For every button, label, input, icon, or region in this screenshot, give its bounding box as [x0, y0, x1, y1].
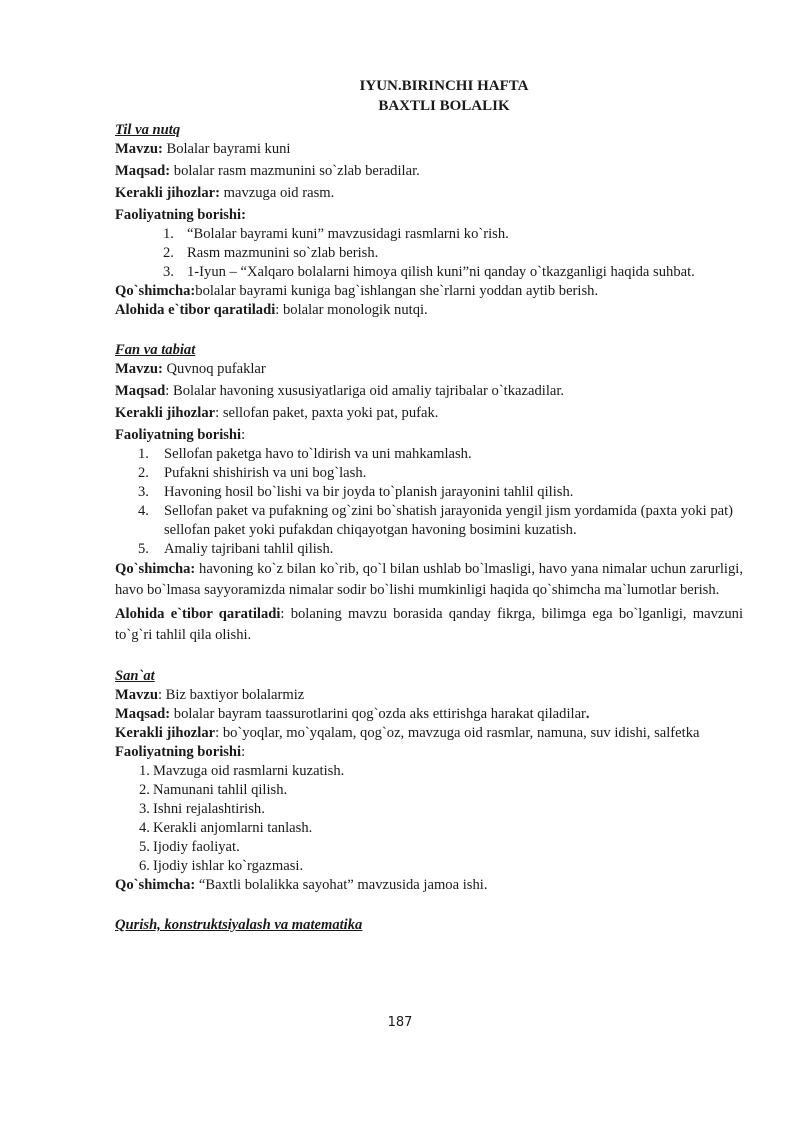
section-fan-va-tabiat: [115, 341, 743, 646]
qoshimcha-text: bolalar bayrami kuniga bag`ishlangan she`rlarni yoddan aytib berish.: [195, 283, 599, 299]
list-item: [163, 225, 743, 244]
borishi-line: [115, 206, 743, 225]
steps-list: [115, 445, 743, 559]
mavzu-line: [115, 686, 743, 705]
jihozlar-line: [115, 184, 743, 203]
list-item-number: 1.: [139, 763, 150, 779]
list-item: [138, 445, 743, 464]
list-item: [139, 819, 743, 838]
alohida-text: : bolalar monologik nutqi.: [275, 302, 428, 318]
section-heading: Til va nutq: [115, 122, 181, 138]
section-heading: Qurish, konstruktsiyalash va matematika: [115, 917, 363, 933]
maqsad-label: Maqsad: [115, 383, 166, 399]
list-item: [163, 263, 743, 282]
qoshimcha-line: [115, 282, 743, 301]
borishi-colon: :: [241, 427, 246, 443]
list-item: [139, 838, 743, 857]
list-item: [163, 244, 743, 263]
borishi-line: [115, 743, 743, 762]
qoshimcha-line: [115, 559, 743, 601]
section-qurish: [115, 916, 743, 935]
list-item-number: 1.: [138, 446, 149, 462]
maqsad-line: [115, 382, 743, 401]
list-item-text: Ishni rejalashtirish.: [153, 801, 265, 817]
jihozlar-line: [115, 404, 743, 423]
jihozlar-line: [115, 724, 743, 743]
qoshimcha-text: “Baxtli bolalikka sayohat” mavzusida jamoa ishi.: [195, 877, 488, 893]
section-heading: San`at: [115, 668, 155, 684]
mavzu-line: [115, 360, 743, 379]
list-item-number: 3.: [163, 264, 174, 280]
list-item: [139, 857, 743, 876]
list-item-number: 2.: [163, 245, 174, 261]
list-item-text: Kerakli anjomlarni tanlash.: [153, 820, 313, 836]
list-item: [139, 762, 743, 781]
list-item-text: Sellofan paket va pufakning og`zini bo`shatish jarayonida yengil jism yordamida (paxta yoki pat) sellofan paket yoki pufakdan chiqayotgan havoning bosimini kuzatish.: [164, 503, 734, 538]
list-item-text: “Bolalar bayrami kuni” mavzusidagi rasmlarni ko`rish.: [187, 226, 509, 242]
alohida-line: [115, 301, 743, 320]
list-item-number: 4.: [138, 503, 149, 519]
jihozlar-text: : bo`yoqlar, mo`yqalam, qog`oz, mavzuga oid rasmlar, namuna, suv idishi, salfetka: [215, 725, 700, 741]
qoshimcha-label: Qo`shimcha:: [115, 877, 196, 893]
list-item-text: Ijodiy ishlar ko`rgazmasi.: [153, 858, 304, 874]
qoshimcha-label: Qo`shimcha:: [115, 561, 196, 577]
list-item-number: 5.: [139, 839, 150, 855]
list-item: [139, 781, 743, 800]
mavzu-text: Quvnoq pufaklar: [162, 361, 266, 377]
steps-list: [115, 762, 743, 876]
list-item: [138, 540, 743, 559]
section-sanat: [115, 667, 743, 895]
list-item-text: Rasm mazmunini so`zlab berish.: [187, 245, 379, 261]
borishi-label: Faoliyatning borishi:: [115, 207, 246, 223]
jihozlar-label: Kerakli jihozlar: [115, 405, 216, 421]
list-item-number: 4.: [139, 820, 150, 836]
list-item-number: 2.: [139, 782, 150, 798]
list-item-text: Sellofan paketga havo to`ldirish va uni mahkamlash.: [164, 446, 472, 462]
qoshimcha-text: havoning ko`z bilan ko`rib, qo`l bilan ushlab bo`lmasligi, havo yana nimalar uchun zarurligi, havo bo`lmasa sayyoramizda nimalar sodir bo`lishi mumkinligi haqida qo`shimcha ma`lumotlar berish.: [115, 561, 743, 598]
qoshimcha-label: Qo`shimcha:: [115, 283, 196, 299]
list-item-number: 6.: [139, 858, 150, 874]
mavzu-label: Mavzu: [115, 687, 158, 703]
mavzu-label: Mavzu:: [115, 361, 163, 377]
maqsad-label: Maqsad:: [115, 706, 171, 722]
borishi-colon: :: [241, 744, 246, 760]
jihozlar-label: Kerakli jihozlar: [115, 725, 216, 741]
list-item-number: 3.: [139, 801, 150, 817]
list-item-text: 1-Iyun – “Xalqaro bolalarni himoya qilish kuni”ni qanday o`tkazganligi haqida suhbat.: [187, 264, 695, 280]
list-item-text: Havoning hosil bo`lishi va bir joyda to`planish jarayonini tahlil qilish.: [164, 484, 574, 500]
list-item: [138, 483, 743, 502]
document-page: [115, 76, 743, 935]
list-item-number: 5.: [138, 541, 149, 557]
alohida-label: Alohida e`tibor qaratiladi: [115, 606, 281, 622]
steps-list: [115, 225, 743, 282]
maqsad-line: [115, 162, 743, 181]
list-item-number: 2.: [138, 465, 149, 481]
mavzu-text: : Biz baxtiyor bolalarmiz: [157, 687, 305, 703]
alohida-label: Alohida e`tibor qaratiladi: [115, 302, 276, 318]
maqsad-label: Maqsad:: [115, 163, 171, 179]
list-item-number: 1.: [163, 226, 174, 242]
alohida-text: : bolaning mavzu borasida qanday fikrga, bilimga ega bo`lganligi, mavzuni to`g`ri tahlil qila olishi.: [115, 606, 743, 643]
section-til-va-nutq: [115, 121, 743, 320]
maqsad-text: : Bolalar havoning xususiyatlariga oid amaliy tajribalar o`tkazadilar.: [165, 383, 565, 399]
mavzu-line: [115, 140, 743, 159]
maqsad-end: .: [585, 706, 590, 722]
maqsad-line: [115, 705, 743, 724]
jihozlar-text: : sellofan paket, paxta yoki pat, pufak.: [215, 405, 439, 421]
list-item: [139, 800, 743, 819]
list-item-text: Mavzuga oid rasmlarni kuzatish.: [153, 763, 345, 779]
list-item-text: Ijodiy faoliyat.: [153, 839, 240, 855]
maqsad-text: bolalar rasm mazmunini so`zlab beradilar.: [170, 163, 420, 179]
maqsad-text: bolalar bayram taassurotlarini qog`ozda aks ettirishga harakat qiladilar: [170, 706, 586, 722]
document-title-line-1: IYUN.BIRINCHI HAFTA: [359, 78, 529, 94]
list-item-number: 3.: [138, 484, 149, 500]
page-number: 187: [387, 1015, 413, 1030]
list-item-text: Pufakni shishirish va uni bog`lash.: [164, 465, 367, 481]
mavzu-label: Mavzu:: [115, 141, 163, 157]
list-item-text: Amaliy tajribani tahlil qilish.: [164, 541, 334, 557]
mavzu-text: Bolalar bayrami kuni: [162, 141, 291, 157]
jihozlar-text: mavzuga oid rasm.: [219, 185, 335, 201]
qoshimcha-line: [115, 876, 743, 895]
list-item-text: Namunani tahlil qilish.: [153, 782, 288, 798]
borishi-label: Faoliyatning borishi: [115, 744, 242, 760]
alohida-line: [115, 604, 743, 646]
borishi-line: [115, 426, 743, 445]
list-item: [138, 502, 743, 540]
list-item: [138, 464, 743, 483]
borishi-label: Faoliyatning borishi: [115, 427, 242, 443]
document-title-line-2: BAXTLI BOLALIK: [378, 98, 510, 114]
section-heading: Fan va tabiat: [115, 342, 196, 358]
jihozlar-label: Kerakli jihozlar:: [115, 185, 220, 201]
